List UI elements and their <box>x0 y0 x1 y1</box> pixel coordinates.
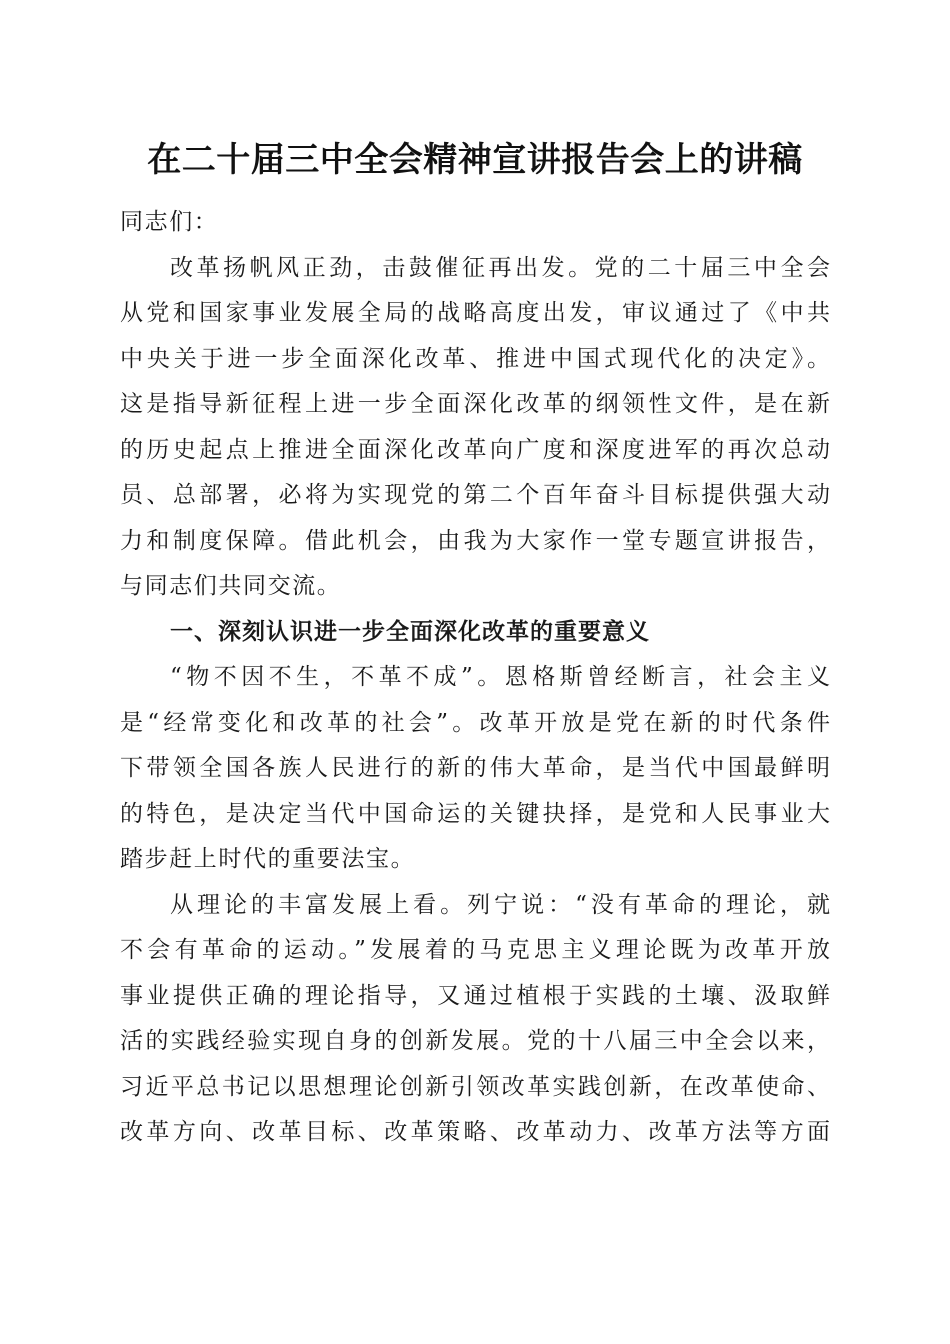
paragraph-line: 活的实践经验实现自身的创新发展。党的十八届三中全会以来， <box>120 1028 830 1054</box>
document-body <box>120 200 830 1156</box>
paragraph-line: 改革扬帆风正劲，击鼓催征再出发。党的二十届三中全会 <box>170 254 830 281</box>
paragraph-line: 的特色，是决定当代中国命运的关键抉择，是党和人民事业大 <box>120 800 830 827</box>
paragraph-line: 与同志们共同交流。 <box>120 573 342 599</box>
paragraph-line: 下带领全国各族人民进行的新的伟大革命，是当代中国最鲜明 <box>120 755 830 781</box>
paragraph-line: 这是指导新征程上进一步全面深化改革的纲领性文件，是在新 <box>120 391 830 417</box>
paragraph-line: 力和制度保障。借此机会，由我为大家作一堂专题宣讲报告， <box>120 527 830 554</box>
paragraph-line: 踏步赶上时代的重要法宝。 <box>120 846 416 872</box>
section-heading: 一、深刻认识进一步全面深化改革的重要意义 <box>170 618 650 645</box>
paragraph-line: 中央关于进一步全面深化改革、推进中国式现代化的决定》。 <box>120 345 830 372</box>
paragraph-line: 从理论的丰富发展上看。列宁说：“没有革命的理论，就 <box>170 891 830 918</box>
paragraph-line: 不会有革命的运动。”发展着的马克思主义理论既为改革开放 <box>120 937 830 963</box>
paragraph-line: “物不因不生，不革不成”。恩格斯曾经断言，社会主义 <box>170 664 830 690</box>
paragraph-line: 的历史起点上推进全面深化改革向广度和深度进军的再次总动 <box>120 436 830 463</box>
paragraph-line: 事业提供正确的理论指导，又通过植根于实践的土壤、汲取鲜 <box>120 982 830 1009</box>
paragraph-line: 员、总部署，必将为实现党的第二个百年奋斗目标提供强大动 <box>120 482 830 508</box>
paragraph-line: 是“经常变化和改革的社会”。改革开放是党在新的时代条件 <box>120 709 830 736</box>
salutation: 同志们： <box>120 209 219 235</box>
paragraph-line: 从党和国家事业发展全局的战略高度出发，审议通过了《中共 <box>120 300 830 326</box>
paragraph-line: 改革方向、改革目标、改革策略、改革动力、改革方法等方面 <box>120 1119 830 1145</box>
document-title: 在二十届三中全会精神宣讲报告会上的讲稿 <box>147 140 803 180</box>
paragraph-line: 习近平总书记以思想理论创新引领改革实践创新，在改革使命、 <box>120 1073 830 1100</box>
